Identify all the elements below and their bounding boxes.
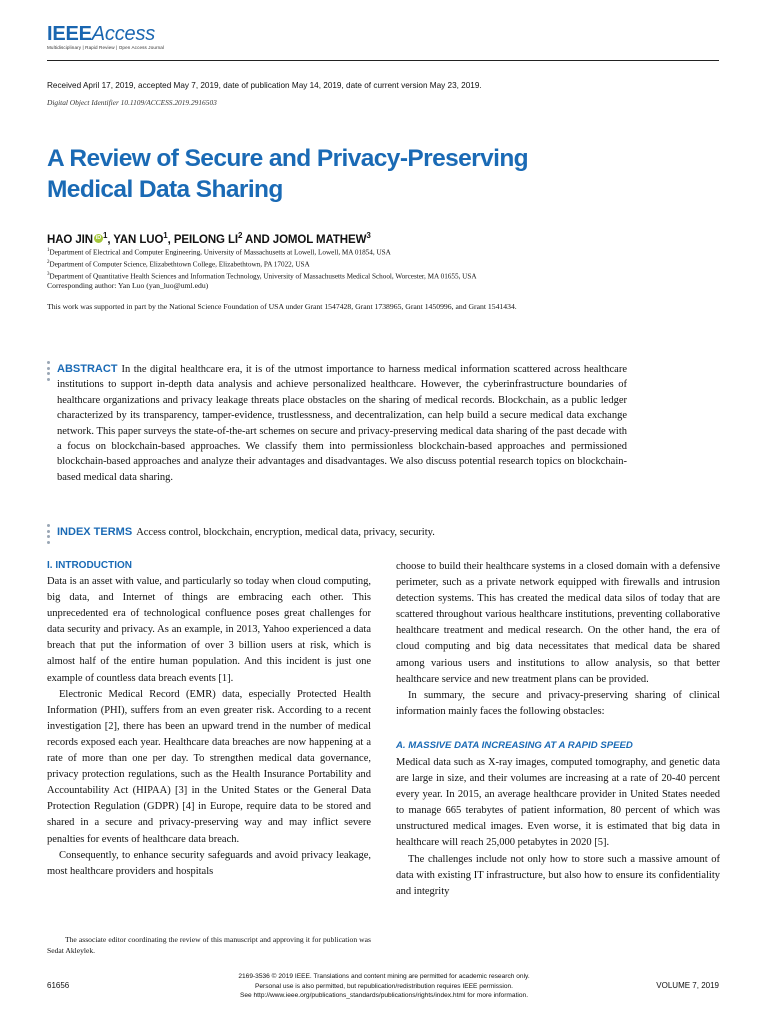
footer-line: Personal use is also permitted, but republication/redistribution requires IEEE permission. <box>254 982 514 990</box>
right-column <box>396 559 720 900</box>
logo-access-text: Access <box>91 23 156 45</box>
title-line-2: Medical Data Sharing <box>47 176 283 203</box>
corresponding-author: Corresponding author: Yan Luo (yan_luo@uml.edu) <box>47 281 209 290</box>
logo-ieee-text: IEEE <box>47 23 92 45</box>
section-heading: I. INTRODUCTION <box>47 560 132 571</box>
paragraph: choose to build their healthcare systems in a closed domain with a defensive perimeter, such as a private network equipped with firewalls and intrusion detection systems. This has created the medical data silos of today that are scattered throughout various healthcare institutions, preventing collaborative healthcare treatment and medical research. On the other hand, the era of cloud computing and big data necessitates that medical data be shared among various users and institutions to allow analysis, so that better healthcare service and new treatment plans can be provided. <box>396 561 720 685</box>
page-number: 61656 <box>47 981 70 990</box>
author-affil-mark: 3 <box>366 231 371 240</box>
copyright-footer <box>0 972 768 1001</box>
paragraph: Data is an asset with value, and particularly so today when cloud computing, big data, and Internet of things are embracing each other. This unprecedented era of technological confluence poses great challenges for data security and privacy. As an example, in 2013, Yahoo experienced a data breach that put the information of over 3 billion users at risk, which is almost half of the entire human population. And this incident is just one example of countless data breach events [1]. <box>47 576 371 684</box>
editor-footnote: The associate editor coordinating the review of this manuscript and approving it for publication was Sedat Akleylek. <box>47 935 371 955</box>
left-column <box>47 559 371 880</box>
affiliation-text: Department of Quantitative Health Sciences and Information Technology, University of Massachusetts Medical School, Worcester, MA 01655, USA <box>49 272 477 281</box>
affiliations <box>47 246 477 282</box>
volume-label: VOLUME 7, 2019 <box>656 981 719 990</box>
author-affil-mark: 1 <box>102 231 108 240</box>
affiliation-mark: 3 <box>47 272 50 278</box>
affiliation-text: Department of Electrical and Computer Engineering, University of Massachusetts at Lowell, Lowell, MA 01854, USA <box>49 248 391 257</box>
subsection-heading: A. MASSIVE DATA INCREASING AT A RAPID SPEED <box>396 739 633 751</box>
doi-line: Digital Object Identifier 10.1109/ACCESS.2019.2916503 <box>47 98 217 107</box>
author-name: , YAN LUO <box>107 233 164 246</box>
author-list <box>47 231 371 246</box>
index-terms-text: Access control, blockchain, encryption, medical data, privacy, security. <box>136 527 435 538</box>
paragraph: In summary, the secure and privacy-preserving sharing of clinical information mainly faces the following obstacles: <box>396 689 720 717</box>
orcid-icon[interactable]: iD <box>95 234 102 241</box>
footer-line: See http://www.ieee.org/publications_standards/publications/rights/index.html for more information. <box>239 992 529 1000</box>
author-affil-mark: 1 <box>163 231 168 240</box>
abstract-dots-icon <box>47 361 50 383</box>
received-dates: Received April 17, 2019, accepted May 7, 2019, date of publication May 14, 2019, date of current version May 23, 2019. <box>47 81 482 90</box>
author-name: AND JOMOL MATHEW <box>242 233 367 246</box>
abstract-keyword: ABSTRACT <box>57 363 118 375</box>
affiliation-mark: 1 <box>47 248 50 253</box>
index-terms <box>57 526 435 538</box>
header-divider <box>47 60 719 61</box>
index-terms-dots-icon <box>47 524 50 546</box>
title-line-1: A Review of Secure and Privacy-Preserving <box>47 145 529 172</box>
author-name: HAO JIN <box>47 233 93 246</box>
journal-logo <box>47 24 164 50</box>
abstract-text: In the digital healthcare era, it is of the utmost importance to harness medical information scattered across healthcare institutions to support in-depth data analysis and achieve personalized healthcare. However, the cyberinfrastructure boundaries of healthcare organizations and privacy leakage threats place obstacles on the sharing of medical records. Blockchain, as a public ledger characterized by its transparency, tamper-evidence, trustlessness, and decentralization, can help build a secure medical data exchange network. This paper surveys the state-of-the-art schemes on secure and privacy-preserving medical data sharing of the past decade with a focus on blockchain-based approaches. We classify them into permissionless blockchain-based approaches and permissioned blockchain-based approaches and analyze their advantages and disadvantages. We also discuss potential research topics on blockchain-based medical data sharing. <box>57 364 627 483</box>
logo-tagline: Multidisciplinary | Rapid Review | Open Access Journal <box>47 45 165 50</box>
affiliation-mark: 2 <box>47 260 50 266</box>
affiliation-text: Department of Computer Science, Elizabethtown College, Elizabethtown, PA 17022, USA <box>49 260 310 269</box>
funding-note: This work was supported in part by the National Science Foundation of USA under Grant 1547428, Grant 1738965, Grant 1450996, and Grant 1541434. <box>47 302 517 311</box>
paragraph: The challenges include not only how to store such a massive amount of data with existing IT infrastructure, but also how to ensure its confidentiality and integrity <box>396 853 720 897</box>
index-terms-keyword: INDEX TERMS <box>57 526 133 538</box>
paragraph: Electronic Medical Record (EMR) data, especially Protected Health Information (PHI), suffers from an even greater risk. According to a recent investigation [2], there has been an upward trend in the number of medical records exposed each year. Healthcare data breaches are now happening at a rate of more than one per day. To strengthen medical data governance, privacy protection regulations, such as the Health Insurance Portability and Accountability Act (HIPAA) [3] in the United States or the General Data Protection Regulation (GDPR) [4] in Europe, require data to be stored and shared in a secure and privacy-preserving way and may inflict severe penalties for events of healthcare data breach. <box>47 688 371 845</box>
paragraph: Medical data such as X-ray images, computed tomography, and genetic data are large in size, and their volumes are increasing at a rate of 20-40 percent every year. In 2015, an average healthcare provider in United States needed to manage 665 terabytes of patient information, 80 percent of which was unstructured medical images. Even worse, it is estimated that big data in healthcare will reach 25,000 petabytes in 2020 [5]. <box>396 756 720 849</box>
affiliation-item <box>47 258 477 270</box>
paper-title <box>47 143 667 205</box>
affiliation-item <box>47 246 477 258</box>
author-name: , PEILONG LI <box>167 233 239 246</box>
footer-line: 2169-3536 © 2019 IEEE. Translations and content mining are permitted for academic research only. <box>238 973 530 980</box>
paragraph: Consequently, to enhance security safeguards and avoid privacy leakage, most healthcare providers and hospitals <box>47 849 371 877</box>
abstract-block <box>57 362 627 485</box>
author-affil-mark: 2 <box>238 231 243 240</box>
